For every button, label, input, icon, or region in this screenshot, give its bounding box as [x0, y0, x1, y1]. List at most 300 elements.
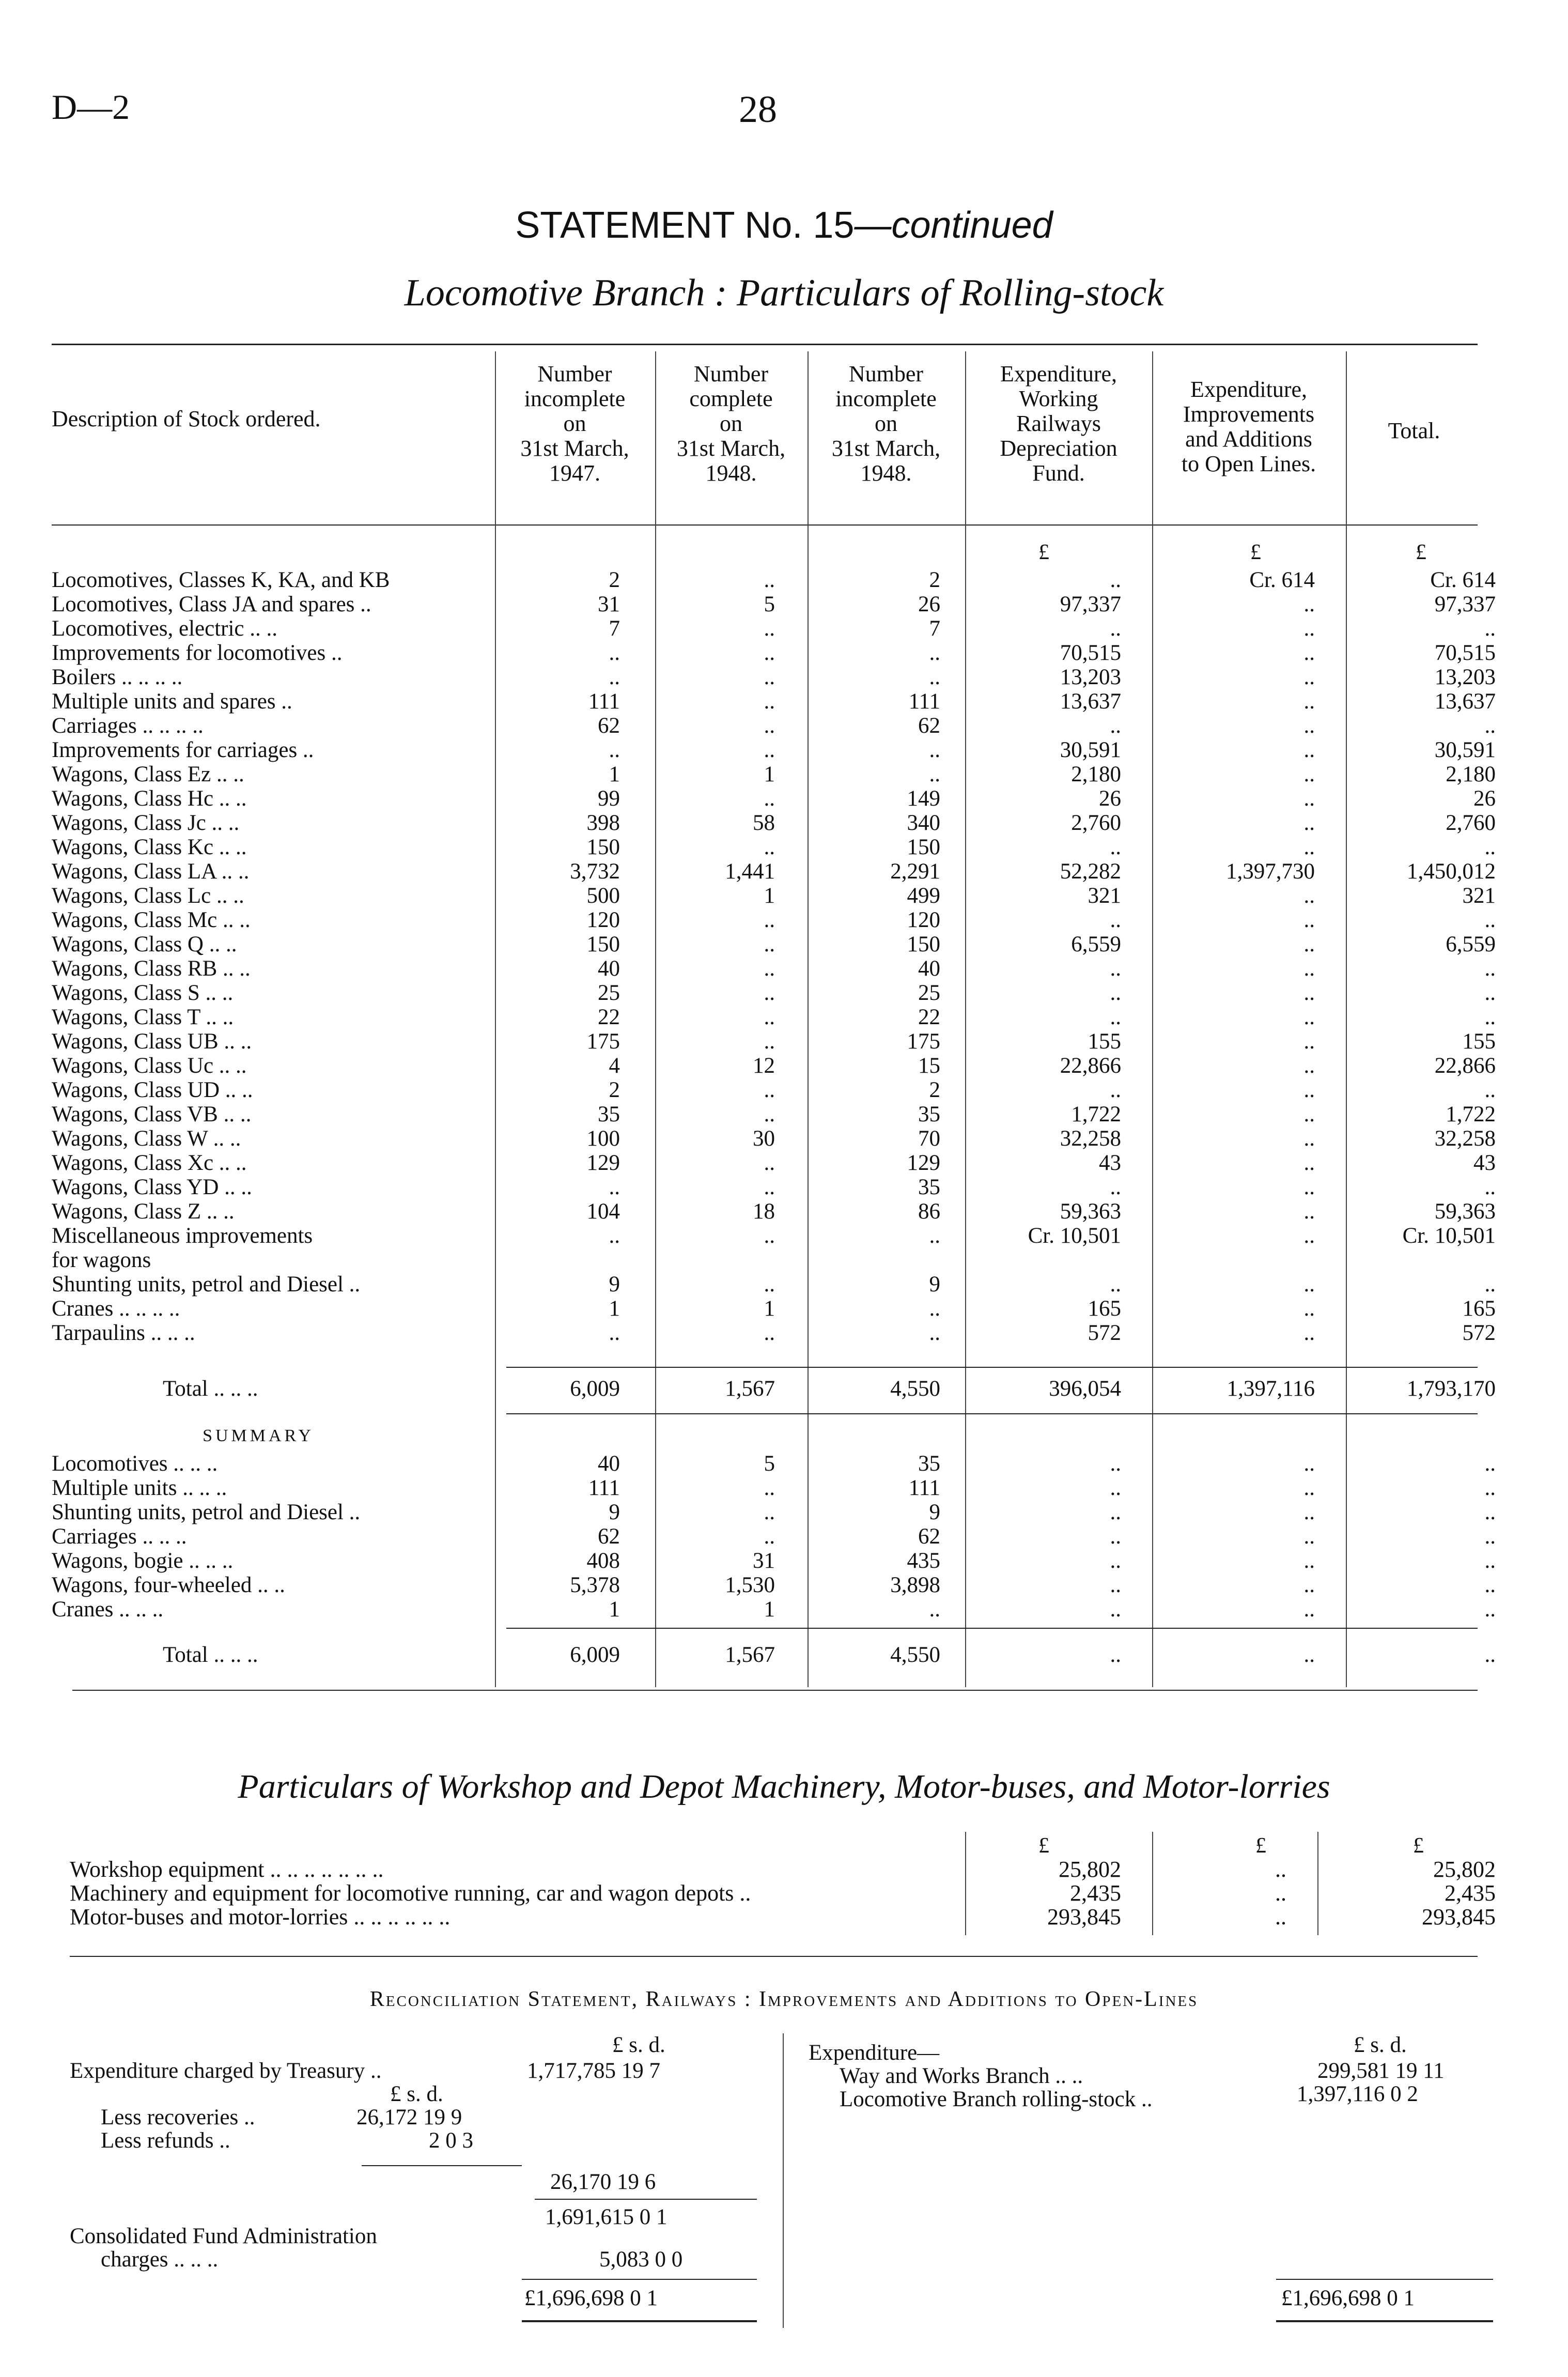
recon-left-double-rule	[522, 2320, 757, 2322]
cell-incomplete-1948: 149	[907, 786, 940, 811]
cell-depreciation-fund: ..	[1110, 981, 1121, 1005]
cell-incomplete-1947: 40	[598, 956, 620, 981]
cell-complete-1948: ..	[764, 1321, 775, 1345]
cell-depreciation-fund: ..	[1110, 1597, 1121, 1622]
cell-depreciation-fund: 43	[1099, 1151, 1121, 1175]
table-row	[0, 1476, 1568, 1500]
row-description: Cranes .. .. .. ..	[52, 1296, 180, 1321]
cell-total: ..	[1484, 981, 1496, 1005]
summary-total-row	[0, 1643, 1568, 1666]
table-row	[0, 1297, 1568, 1320]
cell-depreciation-fund: ..	[1110, 1573, 1121, 1597]
cell-total: 6,559	[1446, 932, 1496, 956]
cell-incomplete-1947: 4	[609, 1054, 620, 1078]
cell-complete-1948: 5	[764, 592, 775, 616]
cell-depreciation-fund: 13,637	[1060, 689, 1121, 714]
cell-improvements: ..	[1303, 1524, 1315, 1549]
table-row	[0, 1054, 1568, 1077]
cell-depreciation-fund: ..	[1110, 1452, 1121, 1476]
cell-improvements: ..	[1303, 689, 1315, 714]
table-row	[0, 860, 1568, 883]
cell-depreciation-fund: ..	[1110, 1005, 1121, 1029]
cell-improvements: ..	[1303, 1175, 1315, 1199]
cell-incomplete-1947: 40	[598, 1452, 620, 1476]
cell-incomplete-1948: 62	[918, 1524, 940, 1549]
recon-treasury-label: Expenditure charged by Treasury ..	[70, 2059, 382, 2083]
statement-title-main: STATEMENT No. 15	[515, 205, 855, 246]
recon-deduction-lsd-header: £ s. d.	[390, 2082, 443, 2106]
cell-total: ..	[1484, 1272, 1496, 1296]
cell-incomplete-1947: ..	[609, 1321, 620, 1345]
cell-complete-1948: 1	[764, 1296, 775, 1321]
column-header-total: Total.	[1388, 418, 1440, 443]
currency-unit: £	[1038, 541, 1049, 564]
table-row	[0, 1273, 1568, 1296]
workshop-title: Particulars of Workshop and Depot Machinery, Motor-buses, and Motor-lorries	[238, 1768, 1330, 1805]
table-top-rule	[52, 344, 1478, 345]
cell-incomplete-1948: ..	[929, 1296, 940, 1321]
cell-complete-1948: ..	[764, 1029, 775, 1054]
cell-incomplete-1947: ..	[609, 641, 620, 665]
cell-depreciation-fund: 2,760	[1071, 811, 1121, 835]
cell-depreciation-fund: 2,180	[1071, 762, 1121, 786]
cell-depreciation-fund: 59,363	[1060, 1199, 1121, 1224]
cell-improvements: Cr. 614	[1249, 568, 1315, 592]
workshop-row	[0, 1858, 1568, 1881]
table-row	[0, 933, 1568, 956]
cell-depreciation-fund: 70,515	[1060, 641, 1121, 665]
table-row	[0, 1224, 1568, 1247]
cell-incomplete-1948: 340	[907, 811, 940, 835]
cell-improvements: ..	[1303, 1549, 1315, 1573]
row-description: Wagons, bogie .. .. ..	[52, 1549, 234, 1573]
cell-incomplete-1947: 9	[609, 1272, 620, 1296]
workshop-description: Machinery and equipment for locomotive running, car and wagon depots ..	[70, 1880, 751, 1906]
cell-total: 59,363	[1434, 1199, 1496, 1224]
total-c4: 396,054	[1049, 1377, 1121, 1401]
row-description: Wagons, four-wheeled .. ..	[52, 1573, 285, 1597]
cell-incomplete-1948: ..	[929, 1597, 940, 1622]
cell-incomplete-1947: 398	[586, 811, 620, 835]
recon-right-grand-total: £1,696,698 0 1	[1281, 2286, 1415, 2310]
row-description: Carriages .. .. .. ..	[52, 714, 204, 738]
cell-incomplete-1947: ..	[609, 1224, 620, 1248]
table-row	[0, 1321, 1568, 1345]
cell-total: 30,591	[1434, 738, 1496, 762]
row-description: Locomotives, Classes K, KA, and KB	[52, 568, 390, 592]
recon-way-works-label: Way and Works Branch .. ..	[840, 2064, 1083, 2088]
cell-total: 155	[1462, 1029, 1496, 1054]
workshop-description: Workshop equipment .. .. .. .. .. .. ..	[70, 1857, 384, 1882]
cell-incomplete-1947: 99	[598, 786, 620, 811]
cell-depreciation-fund: ..	[1110, 714, 1121, 738]
cell-incomplete-1948: 22	[918, 1005, 940, 1029]
workshop-total: 2,435	[1445, 1880, 1496, 1906]
row-description: Improvements for carriages ..	[52, 738, 314, 762]
cell-incomplete-1948: 62	[918, 714, 940, 738]
cell-depreciation-fund: ..	[1110, 1476, 1121, 1500]
table-header-rule	[52, 524, 1478, 526]
cell-total: ..	[1484, 1573, 1496, 1597]
row-description: Cranes .. .. ..	[52, 1597, 164, 1622]
cell-complete-1948: ..	[764, 616, 775, 641]
workshop-depreciation: 2,435	[1070, 1880, 1121, 1906]
workshop-depreciation: 25,802	[1059, 1857, 1121, 1882]
cell-complete-1948: 18	[753, 1199, 775, 1224]
statement-subtitle: Locomotive Branch : Particulars of Rolling-stock	[404, 272, 1164, 314]
table-row	[0, 1030, 1568, 1053]
currency-unit: £	[1413, 1834, 1424, 1858]
cell-depreciation-fund: 97,337	[1060, 592, 1121, 616]
recon-consolidated-label-cont: charges .. .. ..	[101, 2247, 219, 2272]
workshop-row	[0, 1905, 1568, 1929]
row-description: Multiple units .. .. ..	[52, 1476, 227, 1500]
cell-complete-1948: ..	[764, 835, 775, 859]
cell-total: ..	[1484, 956, 1496, 981]
cell-improvements: ..	[1303, 714, 1315, 738]
cell-complete-1948: 1,530	[725, 1573, 775, 1597]
cell-incomplete-1947: ..	[609, 1175, 620, 1199]
cell-complete-1948: ..	[764, 665, 775, 689]
cell-incomplete-1947: 129	[586, 1151, 620, 1175]
cell-incomplete-1948: 150	[907, 932, 940, 956]
cell-incomplete-1948: ..	[929, 1321, 940, 1345]
cell-complete-1948: ..	[764, 1524, 775, 1549]
cell-incomplete-1948: 9	[929, 1272, 940, 1296]
table-row	[0, 1573, 1568, 1597]
cell-improvements: ..	[1303, 956, 1315, 981]
cell-improvements: ..	[1303, 1054, 1315, 1078]
row-description: Carriages .. .. ..	[52, 1524, 187, 1549]
cell-incomplete-1947: 2	[609, 1078, 620, 1102]
table-row	[0, 1151, 1568, 1175]
cell-incomplete-1948: 9	[929, 1500, 940, 1524]
recon-deduction-rule	[362, 2165, 522, 2166]
cell-incomplete-1948: 150	[907, 835, 940, 859]
cell-total: ..	[1484, 1524, 1496, 1549]
cell-complete-1948: ..	[764, 568, 775, 592]
summary-total-c5: ..	[1303, 1643, 1315, 1667]
total-rule	[506, 1367, 1478, 1368]
cell-complete-1948: ..	[764, 1500, 775, 1524]
cell-improvements: ..	[1303, 1199, 1315, 1224]
recon-treasury-amount: 1,717,785 19 7	[527, 2059, 660, 2083]
summary-total-c4: ..	[1110, 1643, 1121, 1667]
row-description: Wagons, Class W .. ..	[52, 1126, 241, 1151]
cell-incomplete-1947: 111	[588, 1476, 620, 1500]
page-number: 28	[739, 88, 777, 131]
total-bottom-rule	[506, 1413, 1478, 1414]
column-header-complete-1948: Number complete on 31st March, 1948.	[676, 361, 786, 486]
cell-incomplete-1947: 62	[598, 714, 620, 738]
cell-improvements: ..	[1303, 1078, 1315, 1102]
cell-improvements: ..	[1303, 884, 1315, 908]
cell-incomplete-1947: 1	[609, 762, 620, 786]
cell-improvements: ..	[1303, 1151, 1315, 1175]
table-row	[0, 1598, 1568, 1621]
row-description: Wagons, Class LA .. ..	[52, 859, 250, 884]
row-description: Wagons, Class YD .. ..	[52, 1175, 252, 1199]
recon-rolling-stock-amount: 1,397,116 0 2	[1297, 2082, 1418, 2106]
cell-improvements: ..	[1303, 932, 1315, 956]
workshop-description: Motor-buses and motor-lorries .. .. .. .. .. ..	[70, 1904, 451, 1930]
table-row	[0, 593, 1568, 616]
table-row	[0, 714, 1568, 737]
cell-incomplete-1948: 86	[918, 1199, 940, 1224]
table-row	[0, 1103, 1568, 1126]
row-description: Locomotives, electric .. ..	[52, 616, 278, 641]
total-label: Total .. .. ..	[163, 1377, 258, 1401]
document-reference: D—2	[52, 87, 130, 127]
row-description: for wagons	[52, 1248, 151, 1272]
table-row	[0, 1248, 1568, 1272]
recon-less-refunds-amount: 2 0 3	[429, 2128, 473, 2153]
recon-deduction-total: 26,170 19 6	[550, 2170, 656, 2194]
cell-incomplete-1948: 111	[908, 1476, 940, 1500]
cell-complete-1948: ..	[764, 786, 775, 811]
table-row	[0, 763, 1568, 786]
row-description: Boilers .. .. .. ..	[52, 665, 183, 689]
cell-incomplete-1947: ..	[609, 665, 620, 689]
cell-incomplete-1948: 35	[918, 1175, 940, 1199]
summary-total-c2: 1,567	[725, 1643, 775, 1667]
cell-incomplete-1947: 150	[586, 932, 620, 956]
cell-incomplete-1947: 500	[586, 884, 620, 908]
cell-depreciation-fund: ..	[1110, 1272, 1121, 1296]
cell-complete-1948: ..	[764, 714, 775, 738]
cell-complete-1948: ..	[764, 908, 775, 932]
recon-rolling-stock-label: Locomotive Branch rolling-stock ..	[840, 2087, 1153, 2111]
column-header-improvements: Expenditure, Improvements and Additions to Open Lines.	[1181, 377, 1316, 476]
workshop-total: 25,802	[1433, 1857, 1496, 1882]
row-description: Wagons, Class Q .. ..	[52, 932, 237, 956]
table-row	[0, 836, 1568, 859]
cell-total: 13,637	[1434, 689, 1496, 714]
row-description: Shunting units, petrol and Diesel ..	[52, 1500, 361, 1524]
cell-incomplete-1947: 62	[598, 1524, 620, 1549]
recon-consolidated-label: Consolidated Fund Administration	[70, 2224, 377, 2248]
cell-incomplete-1947: 1	[609, 1597, 620, 1622]
row-description: Miscellaneous improvements	[52, 1224, 313, 1248]
summary-total-c6: ..	[1484, 1643, 1496, 1667]
cell-incomplete-1947: 100	[586, 1126, 620, 1151]
summary-total-label: Total .. .. ..	[163, 1643, 258, 1667]
cell-incomplete-1947: 2	[609, 568, 620, 592]
row-description: Wagons, Class Z .. ..	[52, 1199, 235, 1224]
cell-total: 97,337	[1434, 592, 1496, 616]
cell-depreciation-fund: 52,282	[1060, 859, 1121, 884]
cell-depreciation-fund: 6,559	[1071, 932, 1121, 956]
cell-complete-1948: ..	[764, 956, 775, 981]
cell-improvements: ..	[1303, 665, 1315, 689]
cell-incomplete-1947: 3,732	[570, 859, 620, 884]
cell-depreciation-fund: 26	[1099, 786, 1121, 811]
cell-incomplete-1948: 15	[918, 1054, 940, 1078]
cell-incomplete-1948: ..	[929, 1224, 940, 1248]
cell-complete-1948: 12	[753, 1054, 775, 1078]
cell-total: 2,760	[1446, 811, 1496, 835]
recon-subtotal: 1,691,615 0 1	[545, 2205, 667, 2229]
row-description: Locomotives .. .. ..	[52, 1452, 218, 1476]
row-description: Wagons, Class Kc .. ..	[52, 835, 247, 859]
cell-complete-1948: 1	[764, 762, 775, 786]
cell-total: Cr. 614	[1430, 568, 1496, 592]
cell-improvements: ..	[1303, 835, 1315, 859]
cell-depreciation-fund: 30,591	[1060, 738, 1121, 762]
total-c5: 1,397,116	[1227, 1377, 1315, 1401]
cell-total: ..	[1484, 616, 1496, 641]
workshop-improvements: ..	[1275, 1857, 1286, 1882]
table-row	[0, 1452, 1568, 1475]
row-description: Wagons, Class UD .. ..	[52, 1078, 253, 1102]
cell-incomplete-1948: 175	[907, 1029, 940, 1054]
cell-total: ..	[1484, 835, 1496, 859]
cell-depreciation-fund: ..	[1110, 616, 1121, 641]
cell-incomplete-1947: 111	[588, 689, 620, 714]
cell-depreciation-fund: ..	[1110, 1175, 1121, 1199]
table-row	[0, 884, 1568, 907]
column-header-incomplete-1947: Number incomplete on 31st March, 1947.	[520, 361, 629, 486]
currency-unit: £	[1255, 1834, 1266, 1858]
table-row	[0, 1501, 1568, 1524]
cell-complete-1948: ..	[764, 1272, 775, 1296]
summary-total-c3: 4,550	[890, 1643, 940, 1667]
cell-complete-1948: ..	[764, 1151, 775, 1175]
cell-improvements: 1,397,730	[1226, 859, 1315, 884]
cell-incomplete-1948: ..	[929, 641, 940, 665]
cell-total: ..	[1484, 1452, 1496, 1476]
currency-unit: £	[1250, 541, 1261, 564]
cell-complete-1948: ..	[764, 1476, 775, 1500]
cell-improvements: ..	[1303, 1597, 1315, 1622]
cell-total: ..	[1484, 1005, 1496, 1029]
summary-total-c1: 6,009	[570, 1643, 620, 1667]
cell-complete-1948: 30	[753, 1126, 775, 1151]
cell-incomplete-1948: ..	[929, 762, 940, 786]
cell-total: 1,450,012	[1407, 859, 1496, 884]
row-description: Wagons, Class Jc .. ..	[52, 811, 240, 835]
cell-improvements: ..	[1303, 1476, 1315, 1500]
cell-incomplete-1948: 35	[918, 1102, 940, 1126]
cell-depreciation-fund: ..	[1110, 1549, 1121, 1573]
cell-incomplete-1947: 31	[598, 592, 620, 616]
cell-incomplete-1948: 499	[907, 884, 940, 908]
cell-total: ..	[1484, 714, 1496, 738]
row-description: Wagons, Class UB .. ..	[52, 1029, 252, 1054]
cell-total: 32,258	[1434, 1126, 1496, 1151]
cell-depreciation-fund: 22,866	[1060, 1054, 1121, 1078]
table-row	[0, 738, 1568, 762]
table-row	[0, 1200, 1568, 1223]
cell-depreciation-fund: ..	[1110, 1078, 1121, 1102]
cell-depreciation-fund: ..	[1110, 956, 1121, 981]
cell-improvements: ..	[1303, 981, 1315, 1005]
row-description: Wagons, Class Xc .. ..	[52, 1151, 247, 1175]
cell-incomplete-1947: 5,378	[570, 1573, 620, 1597]
cell-complete-1948: ..	[764, 1078, 775, 1102]
cell-total: ..	[1484, 1549, 1496, 1573]
cell-improvements: ..	[1303, 1573, 1315, 1597]
cell-depreciation-fund: ..	[1110, 835, 1121, 859]
table-row	[0, 690, 1568, 713]
cell-incomplete-1947: 35	[598, 1102, 620, 1126]
column-header-description: Description of Stock ordered.	[52, 406, 321, 431]
cell-complete-1948: 1	[764, 1597, 775, 1622]
reconciliation-title: Reconciliation Statement, Railways : Improvements and Additions to Open-Lines	[369, 1987, 1199, 2011]
column-header-depreciation-fund: Expenditure, Working Railways Depreciation Fund.	[1000, 361, 1117, 486]
table-bottom-rule	[72, 1690, 1478, 1691]
cell-improvements: ..	[1303, 1296, 1315, 1321]
cell-incomplete-1947: ..	[609, 738, 620, 762]
cell-depreciation-fund: 32,258	[1060, 1126, 1121, 1151]
cell-incomplete-1948: 2,291	[890, 859, 940, 884]
summary-total-rule	[506, 1628, 1478, 1629]
table-row	[0, 641, 1568, 665]
cell-incomplete-1948: 2	[929, 1078, 940, 1102]
cell-improvements: ..	[1303, 738, 1315, 762]
cell-depreciation-fund: ..	[1110, 568, 1121, 592]
cell-improvements: ..	[1303, 1005, 1315, 1029]
cell-incomplete-1948: ..	[929, 665, 940, 689]
recon-less-recoveries-amount: 26,172 19 9	[356, 2105, 462, 2129]
recon-way-works-amount: 299,581 19 11	[1317, 2059, 1445, 2083]
cell-depreciation-fund: ..	[1110, 908, 1121, 932]
cell-total: 2,180	[1446, 762, 1496, 786]
table-row	[0, 957, 1568, 980]
total-c1: 6,009	[570, 1377, 620, 1401]
cell-total: ..	[1484, 1500, 1496, 1524]
cell-complete-1948: ..	[764, 738, 775, 762]
workshop-improvements: ..	[1275, 1904, 1286, 1930]
cell-depreciation-fund: ..	[1110, 1500, 1121, 1524]
recon-left-lsd-header: £ s. d.	[612, 2033, 665, 2057]
table-total-row	[0, 1377, 1568, 1400]
recon-consolidated-amount: 5,083 0 0	[599, 2247, 683, 2272]
cell-incomplete-1948: 2	[929, 568, 940, 592]
cell-total: 572	[1462, 1321, 1496, 1345]
cell-incomplete-1948: 120	[907, 908, 940, 932]
table-row	[0, 908, 1568, 932]
cell-total: 165	[1462, 1296, 1496, 1321]
table-row	[0, 811, 1568, 835]
cell-total: 22,866	[1434, 1054, 1496, 1078]
cell-improvements: ..	[1303, 592, 1315, 616]
cell-improvements: ..	[1303, 1452, 1315, 1476]
cell-complete-1948: ..	[764, 1224, 775, 1248]
row-description: Wagons, Class Ez .. ..	[52, 762, 244, 786]
cell-total: 26	[1473, 786, 1496, 811]
table-row	[0, 1078, 1568, 1102]
cell-complete-1948: 31	[753, 1549, 775, 1573]
row-description: Tarpaulins .. .. ..	[52, 1321, 195, 1345]
cell-incomplete-1948: 70	[918, 1126, 940, 1151]
recon-right-heading: Expenditure—	[809, 2041, 940, 2065]
workshop-depreciation: 293,845	[1047, 1904, 1121, 1930]
cell-complete-1948: ..	[764, 1175, 775, 1199]
cell-depreciation-fund: 155	[1088, 1029, 1121, 1054]
currency-unit: £	[1416, 541, 1426, 564]
cell-total: 321	[1462, 884, 1496, 908]
cell-complete-1948: ..	[764, 1005, 775, 1029]
cell-incomplete-1948: 35	[918, 1452, 940, 1476]
cell-complete-1948: ..	[764, 689, 775, 714]
recon-divider	[783, 2033, 784, 2328]
cell-incomplete-1947: 175	[586, 1029, 620, 1054]
cell-incomplete-1947: 9	[609, 1500, 620, 1524]
statement-title-continued: —continued	[854, 205, 1053, 246]
row-description: Wagons, Class Uc .. ..	[52, 1054, 247, 1078]
cell-improvements: ..	[1303, 762, 1315, 786]
